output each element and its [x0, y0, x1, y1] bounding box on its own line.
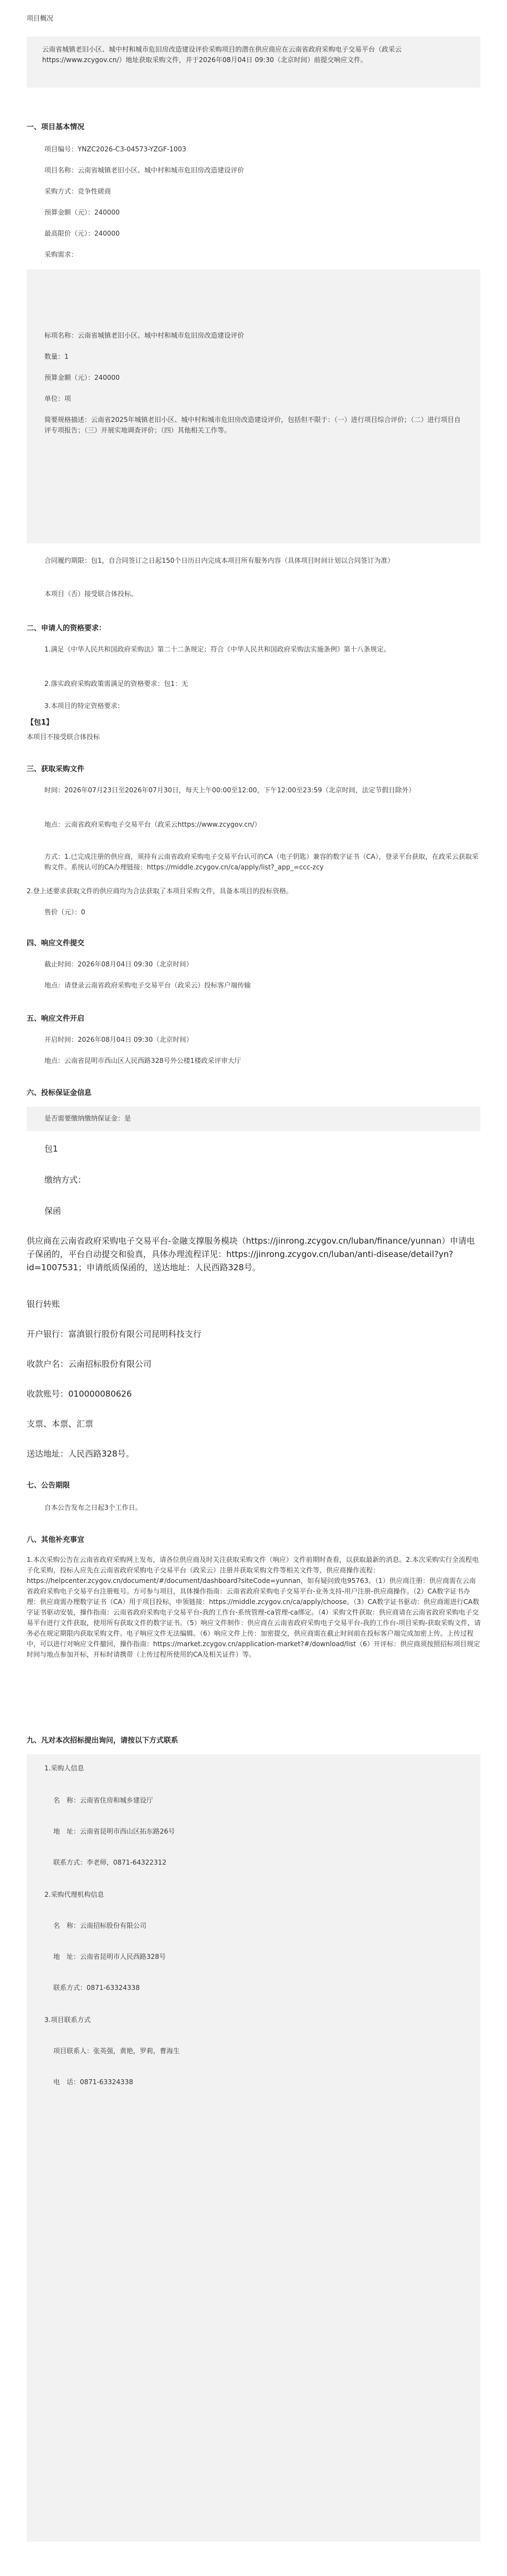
requirements-label: 采购需求： — [44, 251, 78, 258]
section-4-title: 四、响应文件提交 — [27, 939, 85, 948]
qualification-3: 3.本项目的特定资格要求： — [44, 702, 124, 710]
section-1-title: 一、项目基本情况 — [27, 123, 85, 131]
lot-description: 简要规格描述：云南省2025年城镇老旧小区、城中村和城市危旧房改造建设评价，包括但不限于：（一）进行项目综合评价；（二）进行项目自评专项报告；（三）开展实地调查评价；（四）其他相关工作等。 — [44, 416, 461, 434]
qualification-4: 本项目不接受联合体投标 — [27, 733, 100, 741]
open-place: 地点：云南省昆明市西山区人民西路328号外公楼1楼政采评审大厅 — [44, 1057, 241, 1065]
announcement-period: 自本公告发布之日起3个工作日。 — [44, 1504, 142, 1511]
qualification-1: 1.满足《中华人民共和国政府采购法》第二十二条规定；符合《中华人民共和国政府采购法实施条例》第十八条规定。 — [44, 645, 391, 653]
lot-quantity: 数量：1 — [44, 353, 69, 360]
section-6-title: 六、投标保证金信息 — [27, 1089, 92, 1097]
overview-box — [27, 37, 480, 88]
agency-name: 名 称：云南招标股份有限公司 — [53, 1922, 147, 1930]
overview-title: 项目概况 — [27, 14, 54, 22]
budget-amount: 预算金额（元）：240000 — [44, 208, 120, 216]
document-price: 售价（元）：0 — [44, 908, 85, 916]
section-2-title: 二、申请人的资格要求： — [27, 624, 107, 633]
consortium-note: 本项目（否）接受联合体投标。 — [44, 590, 138, 598]
bond-required: 是否需要缴纳缴纳保证金：是 — [44, 1114, 131, 1122]
bond-delivery-address: 送达地址：人民西路328号。 — [27, 1449, 134, 1459]
section-9-title: 九、凡对本次招标提出询问，请按以下方式联系 — [27, 1737, 179, 1745]
bond-payment-ways: 支票、本票、汇票 — [27, 1419, 94, 1429]
project-contact-phone: 电 话：0871-63324338 — [53, 2078, 133, 2086]
contacts-box — [27, 1754, 480, 2542]
bank-receiver: 收款户名：云南招标股份有限公司 — [27, 1359, 152, 1369]
bond-type: 保函 — [44, 1206, 62, 1216]
section-7-title: 七、公告期限 — [27, 1482, 70, 1490]
lot-box — [27, 269, 480, 543]
purchaser-title: 1.采购人信息 — [44, 1764, 84, 1772]
obtain-time: 时间：2026年07月23日至2026年07月30日，每天上午00:00至12:00，下午12:00至23:59（北京时间，法定节假日除外） — [44, 786, 415, 794]
project-contact-people: 项目联系人：张英强，黄艳，罗莉，曹海生 — [53, 2047, 180, 2055]
bond-guarantee-note: 供应商在云南省政府采购电子交易平台-金融支撑服务模块（https://jinrong.zcygov.cn/luban/finance/yunnan）申请电子保函的，平台自动提交和验真，具体办理流程详见：https://jinrong.zcygov.cn/luban/anti-disease/detail?yn?id=1007531；申请纸质保函的，送达地址：人民西路328号。 — [27, 1236, 475, 1272]
package-tag: 【包1】 — [27, 719, 54, 727]
contract-period: 合同履约期限：包1，自合同签订之日起150个日历日内完成本项目所有服务内容（具体项目时间计划以合同签订为准） — [44, 557, 394, 564]
submit-place: 地点：请登录云南省政府采购电子交易平台（政采云）投标客户端传输 — [44, 981, 251, 989]
open-time: 开启时间：2026年08月04日 09:30（北京时间） — [44, 1036, 193, 1043]
bond-type-label: 缴纳方式： — [44, 1175, 87, 1185]
project-contact-title: 3.项目联系方式 — [44, 2016, 91, 2024]
agency-title: 2.采购代理机构信息 — [44, 1891, 104, 1898]
bond-required-box — [27, 1107, 480, 1131]
overview-text: 云南省城镇老旧小区、城中村和城市危旧房改造建设评价采购项目的潜在供应商应在云南省政府采购电子交易平台（政采云https://www.zcygov.cn/）地址获取采购文件，并于2026年08月04日 09:30（北京时间）前提交响应文件。 — [42, 45, 402, 64]
bank-transfer-label: 银行转账 — [27, 1299, 60, 1309]
qualification-2: 2.落实政府采购政策需满足的资格要求：包1：无 — [44, 680, 189, 688]
agency-address: 地 址：云南省昆明市人民西路328号 — [53, 1953, 166, 1961]
lot-name: 标项名称：云南省城镇老旧小区、城中村和城市危旧房改造建设评价 — [44, 332, 245, 339]
obtain-method: 方式：1.已完成注册的供应商，须持有云南省政府采购电子交易平台认可的CA（电子钥匙）兼容的数字证书（CA），登录平台获取，在政采云获取采购文件。系统认可的CA办理链接：https://middle.zcygov.cn/ca/apply/list?_app_=ccc-zcy — [44, 853, 479, 871]
purchaser-contact: 联系方式：李老师，0871-64322312 — [53, 1859, 166, 1866]
bond-package: 包1 — [44, 1144, 58, 1154]
agency-contact: 联系方式：0871-63324338 — [53, 1984, 140, 1992]
obtain-method-2: 2.登上述要求获取文件的供应商均为合法获取了本项目采购文件，具备本项目的投标资格。 — [27, 887, 293, 895]
project-name: 项目名称：云南省城镇老旧小区、城中村和城市危旧房改造建设评价 — [44, 166, 245, 174]
section-8-title: 八、其他补充事宜 — [27, 1536, 85, 1544]
lot-budget: 预算金额（元）：240000 — [44, 374, 120, 381]
purchaser-name: 名 称：云南省住房和城乡建设厅 — [53, 1796, 154, 1804]
section-3-title: 三、获取采购文件 — [27, 765, 85, 773]
submit-deadline: 截止时间：2026年08月04日 09:30（北京时间） — [44, 960, 193, 968]
max-price: 最高限价（元）：240000 — [44, 230, 120, 237]
bank-account: 收款账号：010000080626 — [27, 1389, 132, 1399]
lot-unit: 单位：项 — [44, 395, 72, 403]
project-number: 项目编号：YNZC2026-C3-04573-YZGF-1003 — [44, 145, 186, 153]
bank-name: 开户银行：富滇银行股份有限公司昆明科技支行 — [27, 1329, 202, 1339]
obtain-place: 地点：云南省政府采购电子交易平台（政采云https://www.zcygov.cn/） — [44, 821, 261, 828]
procurement-method: 采购方式：竞争性磋商 — [44, 187, 111, 195]
purchaser-address: 地 址：云南省昆明市西山区拓东路26号 — [53, 1827, 175, 1835]
supplement-text: 1.本次采购公告在云南省政府采购网上发布，请各位供应商及时关注获取采购文件（响应）文件前期时查看，以获取最新的消息。2.本次采购实行全流程电子化采购，投标人应先在云南省政府采购电子交易平台（政采云）注册并获取采购文件等相关文件等，供应商操作流程：https://helpcenter.zcygov.cn/document/#/document/dashboard?siteCode=yunnan，如有疑问致电95763。（1）供应商注册：供应商需在云南省政府采购电子交易平台注册账号。方可参与项目，具体操作指南：云南省政府采购电子交易平台-业务支持-用户注册-供应商操作。（2）CA数字证书办理：供应商需办理数字证书（CA）用于项目投标，申领链接：https://middle.zcygov.cn/ca/apply/choose。（3）CA数字证书驱动：供应商需进行CA数字证书驱动安装，操作指南：云南省政府采购电子交易平台-我的工作台-系统管理-ca管理-ca绑定。（4）采购文件获取：供应商请在云南省政府采购电子交易平台进行文件获取，使用所有获取文件的数字证书。（5）响应文件制作：供应商在云南省政府采购电子交易平台-我的工作台-项目采购-获取采购文件，请务必在规定期限内获取采购文件。电子响应文件无法编辑。（6）响应文件上传：加密提交，供应商需在截止时间前在投标客户端完成加密上传。上传过程中，可以进行对响应文件撤回，操作指南：https://market.zcygov.cn/application-market?#/download/list（6）开评标：供应商须按照招标项目规定时间与地点参加开标，开标时请携带（上传过程所使用的CA及相关证件）等。 — [27, 1556, 481, 1658]
section-5-title: 五、响应文件开启 — [27, 1015, 85, 1023]
